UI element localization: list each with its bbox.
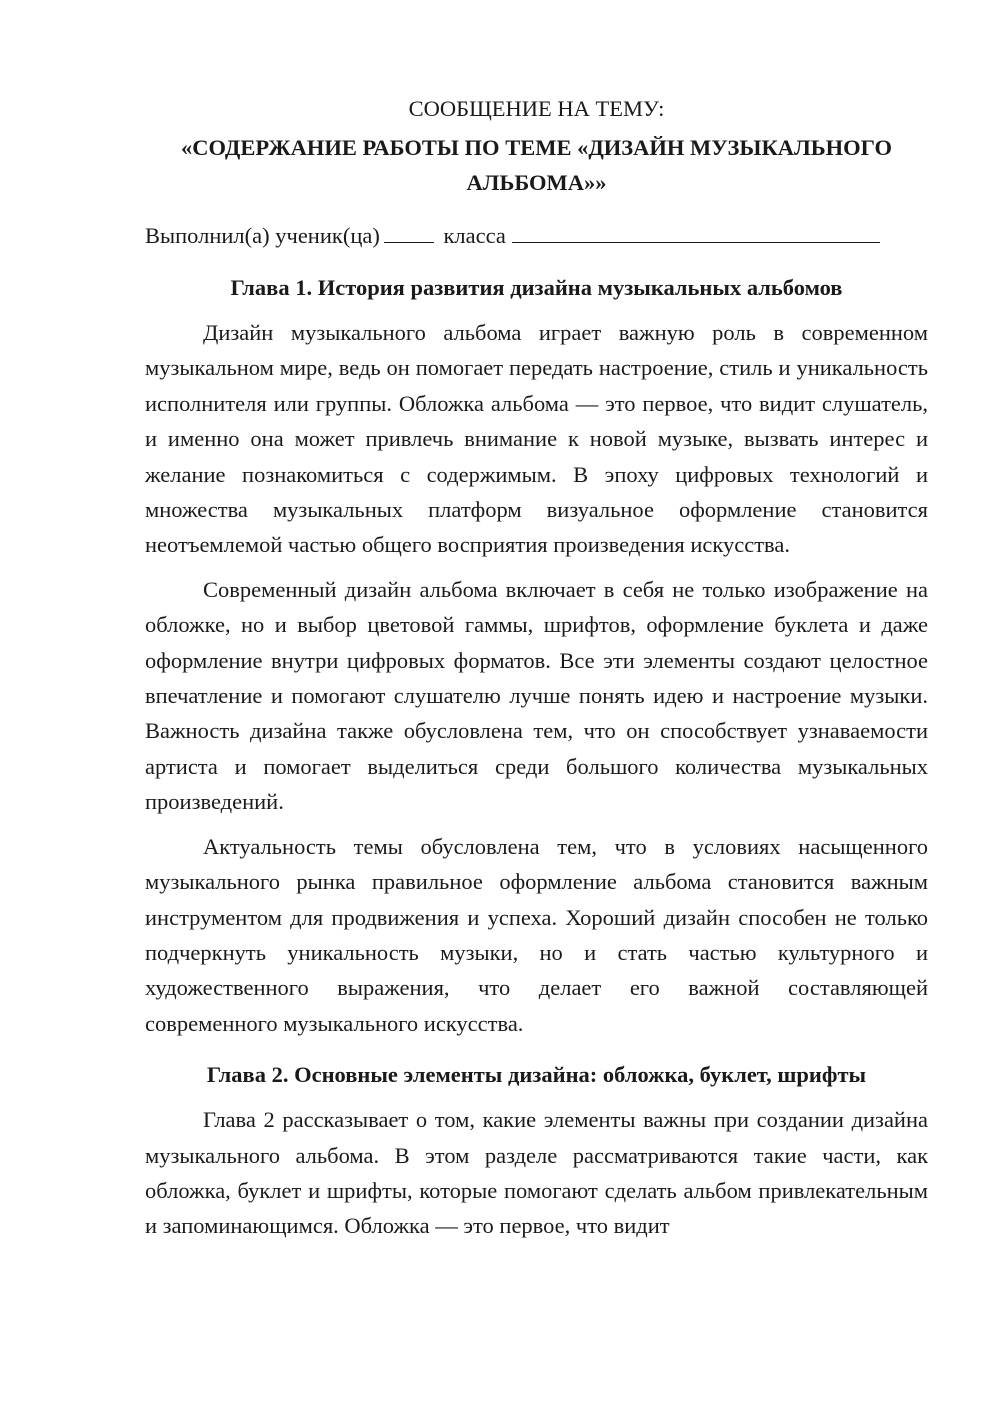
- chapter-2-title: Глава 2. Основные элементы дизайна: обложка, буклет, шрифты: [206, 1062, 867, 1088]
- document-page: [145, 88, 928, 1244]
- document-subject: СООБЩЕНИЕ НА ТЕМУ:: [408, 96, 665, 121]
- chapter-1-paragraph-1: Дизайн музыкального альбома играет важную роль в современном музыкальном мире, ведь он помогает передать настроение, стиль и уникальность исполнителя или группы. Обложка альбома — это первое, что видит слушатель, и именно она может привлечь внимание к новой музыке, вызвать интерес и желание познакомиться с содержимым. В эпоху цифровых технологий и множества музыкальных платформ визуальное оформление становится неотъемлемой частью общего восприятия произведения искусства.: [145, 320, 928, 558]
- performed-by-line: [145, 218, 928, 254]
- grade-blank-line: [384, 242, 434, 243]
- performed-by-label: Выполнил(а) ученик(ца): [145, 223, 380, 248]
- name-blank-line: [512, 242, 880, 243]
- chapter-1-paragraph-3: Актуальность темы обусловлена тем, что в условиях насыщенного музыкального рынка правильное оформление альбома становится важным инструментом для продвижения и успеха. Хороший дизайн способен не только подчеркнуть уникальность музыки, но и стать частью культурного и художественного выражения, что делает его важной составляющей современного музыкального искусства.: [145, 833, 928, 1036]
- chapter-2-paragraph-1: Глава 2 рассказывает о том, какие элементы важны при создании дизайна музыкального альбома. В этом разделе рассматриваются такие части, как обложка, буклет и шрифты, которые помогают сделать альбом привлекательным и запоминающимся. Обложка — это первое, что видит: [145, 1107, 928, 1239]
- chapter-1-title: Глава 1. История развития дизайна музыкальных альбомов: [230, 275, 843, 300]
- document-title: «СОДЕРЖАНИЕ РАБОТЫ ПО ТЕМЕ «ДИЗАЙН МУЗЫКАЛЬНОГО АЛЬБОМА»»: [181, 135, 892, 195]
- chapter-1-paragraph-2: Современный дизайн альбома включает в себя не только изображение на обложке, но и выбор цветовой гаммы, шрифтов, оформление буклета и даже оформление внутри цифровых форматов. Все эти элементы создают целостное впечатление и помогают слушателю лучше понять идею и настроение музыки. Важность дизайна также обусловлена тем, что он способствует узнаваемости артиста и помогает выделиться среди большого количества музыкальных произведений.: [145, 576, 928, 815]
- class-label: класса: [443, 223, 506, 248]
